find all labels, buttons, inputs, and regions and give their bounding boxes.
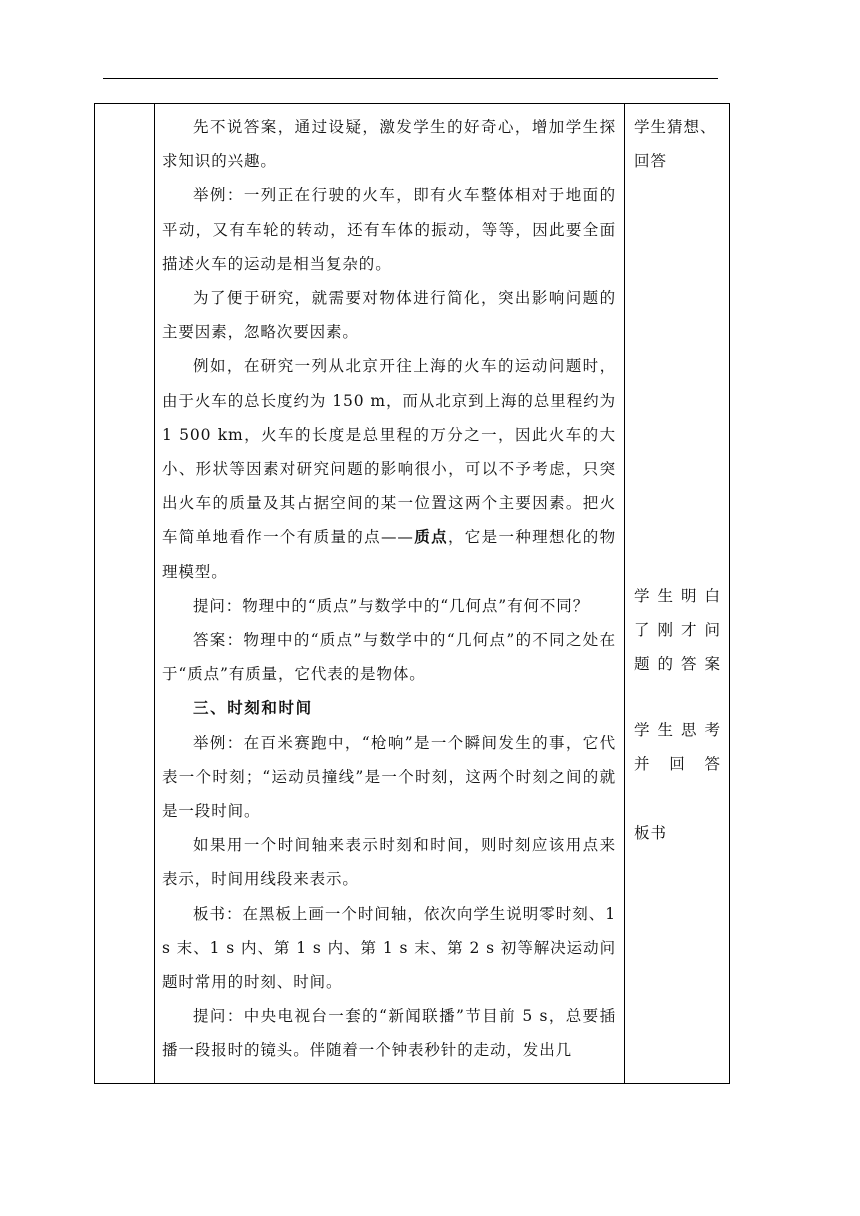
paragraph-question-particle: 提问：物理中的“质点”与数学中的“几何点”有何不同？ [193,596,590,615]
paragraph-answer-particle: 答案：物理中的“质点”与数学中的“几何点”的不同之处在于“质点”有质量，它代表的是物体。 [162,631,616,684]
header-rule [103,78,718,79]
left-empty-cell [95,104,155,1084]
paragraph-question-news: 提问：中央电视台一套的“新闻联播”节目前 5 s，总要插播一段报时的镜头。伴随着一个钟表秒针的走动，发出几 [162,1007,616,1060]
paragraph-design-intent: 先不说答案，通过设疑，激发学生的好奇心，增加学生探求知识的兴趣。 [162,118,616,171]
paragraph-time-axis: 如果用一个时间轴来表示时刻和时间，则时刻应该用点来表示，时间用线段来表示。 [162,836,616,889]
note-guess-answer: 学生猜想、回答 [634,118,717,171]
paragraph-train-example: 举例：一列正在行驶的火车，即有火车整体相对于地面的平动，又有车轮的转动，还有车体的振动，等等，因此要全面描述火车的运动是相当复杂的。 [162,186,616,273]
note-blackboard: 板书 [634,824,668,842]
content-cell [155,104,625,1084]
activity-cell [625,104,730,1084]
note-think-answer: 学 生 思 考 并回答 [634,721,720,774]
paragraph-beijing-shanghai [162,349,616,588]
content-body [155,104,624,1068]
activity-column [625,104,729,1083]
table-row [95,104,730,1084]
paragraph-text: ，它是一种理想化的物理模型。 [162,528,616,581]
lesson-table [94,103,730,1084]
term-particle: 质点 [413,528,448,547]
note-understand: 学 生 明 白 了 刚 才 问 题的答案 [634,587,720,674]
paragraph-race-example: 举例：在百米赛跑中，“枪响”是一个瞬间发生的事，它代表一个时刻；“运动员撞线”是一个时刻，这两个时刻之间的就是一段时间。 [162,733,616,821]
paragraph-text: 例如，在研究一列从北京开往上海的火车的运动问题时，由于火车的总长度约为 150 m，而从北京到上海的总里程约为 1 500 km，火车的长度是总里程的万分之一，因此火车的大小、形状等因素对研究问题的影响很小，可以不予考虑，只突出火车的质量及其占据空间的某一位置这两个主要因素。把火车简单地看作一个有质量的点—— [162,357,616,547]
paragraph-simplification: 为了便于研究，就需要对物体进行简化，突出影响问题的主要因素，忽略次要因素。 [162,289,616,342]
paragraph-blackboard: 板书：在黑板上画一个时间轴，依次向学生说明零时刻、1 s 末、1 s 内、第 1 s 内、第 1 s 末、第 2 s 初等解决运动问题时常用的时刻、时间。 [162,904,616,992]
section-heading-time: 三、时刻和时间 [193,699,313,718]
